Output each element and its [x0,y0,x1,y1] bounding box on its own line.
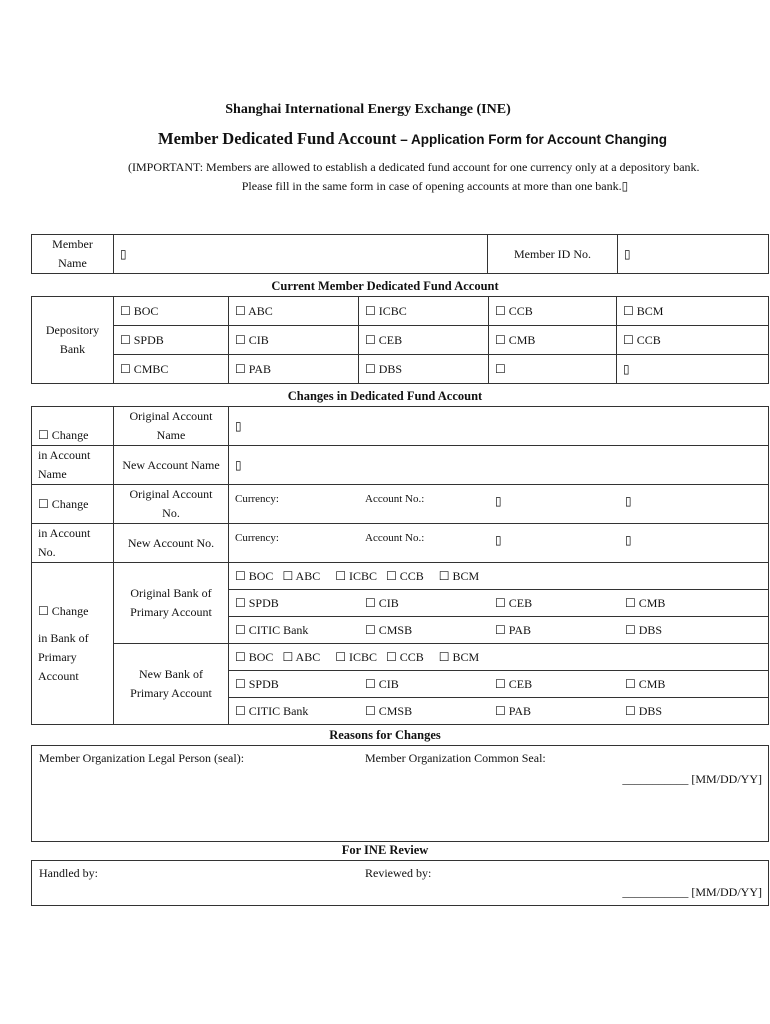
bank-checkbox[interactable]: ☐ BCM [438,649,480,664]
bank-checkbox[interactable]: ☐ CITIC Bank [235,703,309,718]
new-account-no-label: New Account No. [114,524,229,563]
bank-checkbox[interactable]: ☐ CMB [489,326,617,355]
new-bank-row [229,671,769,698]
bank-checkbox[interactable]: ☐ DBS [359,355,489,384]
change-account-no-label: in Account No. [32,524,114,563]
currency-label: Currency: [235,531,279,544]
reasons-date-field[interactable]: ___________ [MM/DD/YY] [622,772,762,786]
bank-checkbox[interactable]: ☐ BCM [617,297,769,326]
bank-checkbox[interactable]: ☐ BOC [235,568,274,583]
bank-checkbox[interactable]: ☐ ABC [282,649,321,664]
change-account-no-checkbox[interactable]: ☐ Change [32,485,114,524]
original-bank-row [229,563,769,590]
bank-checkbox[interactable]: ☐ ICBC [359,297,489,326]
bank-checkbox[interactable]: ☐ SPDB [114,326,229,355]
currency-label: Currency: [235,492,279,505]
bank-checkbox[interactable]: ☐ CCB [385,568,424,583]
bank-checkbox[interactable]: ☐ CIB [229,326,359,355]
bank-checkbox[interactable]: ☐ CIB [365,595,399,610]
bank-checkbox[interactable]: ☐ BOC [235,649,274,664]
member-id-field[interactable]: ▯ [618,235,769,274]
exchange-name: Shanghai International Energy Exchange (INE) [225,102,511,117]
bank-checkbox[interactable]: ☐ CMB [625,595,666,610]
mark-icon: ▯ [495,494,502,508]
original-bank-row [229,590,769,617]
bank-checkbox[interactable]: ☐ CCB [385,649,424,664]
original-bank-row [229,617,769,644]
mark-icon: ▯ [495,533,502,547]
bank-checkbox[interactable]: ☐ CMBC [114,355,229,384]
common-seal-label: Member Organization Common Seal: [365,751,546,765]
change-bank-cell [32,563,114,725]
review-title: For INE Review [341,843,429,857]
form-title-sub: – Application Form for Account Changing [396,132,667,147]
new-account-name-label: New Account Name [114,446,229,485]
current-account-title: Current Member Dedicated Fund Account [271,279,499,293]
original-bank-label: Original Bank of Primary Account [114,563,229,644]
bank-checkbox[interactable]: ☐ BCM [438,568,480,583]
form-title-main: Member Dedicated Fund Account [158,129,397,148]
bank-checkbox[interactable]: ☐ CMB [625,676,666,691]
change-name-label: in Account Name [32,446,114,485]
bank-checkbox[interactable]: ☐ CEB [495,676,533,691]
reasons-box[interactable] [31,745,769,842]
depository-bank-label: Depository Bank [32,297,114,384]
bank-checkbox[interactable]: ☐ SPDB [235,676,279,691]
change-bank-label: in Bank of Primary Account [38,630,89,683]
bank-checkbox[interactable]: ☐ CMSB [365,622,413,637]
bank-checkbox[interactable]: ☐ ICBC [335,649,377,664]
bank-checkbox[interactable]: ☐ CITIC Bank [235,622,309,637]
important-note-line1: (IMPORTANT: Members are allowed to establish a dedicated fund account for one currency only at a depository bank. [128,160,700,174]
account-no-label: Account No.: [365,531,425,544]
bank-checkbox[interactable]: ☐ DBS [625,703,663,718]
reasons-title: Reasons for Changes [329,728,441,742]
bank-checkbox[interactable]: ▯ [617,355,769,384]
mark-icon: ▯ [625,494,632,508]
original-account-name-field[interactable]: ▯ [229,407,769,446]
member-name-field[interactable]: ▯ [114,235,488,274]
bank-checkbox[interactable]: ☐ BOC [114,297,229,326]
bank-checkbox[interactable]: ☐ ABC [229,297,359,326]
member-id-label: Member ID No. [488,235,618,274]
bank-checkbox[interactable]: ☐ CCB [489,297,617,326]
changes-title: Changes in Dedicated Fund Account [287,389,483,403]
member-table [31,234,769,274]
change-bank-checkbox[interactable]: ☐ Change [38,603,89,618]
original-account-name-label: Original Account Name [114,407,229,446]
bank-checkbox[interactable]: ☐ PAB [495,703,531,718]
changes-table [31,406,769,725]
bank-checkbox[interactable]: ☐ PAB [495,622,531,637]
bank-checkbox[interactable]: ☐ ABC [282,568,321,583]
bank-checkbox[interactable]: ☐ CMSB [365,703,413,718]
mark-icon: ▯ [625,533,632,547]
bank-checkbox[interactable]: ☐ ICBC [335,568,377,583]
bank-checkbox[interactable]: ☐ DBS [625,622,663,637]
bank-checkbox[interactable]: ☐ CIB [365,676,399,691]
legal-person-seal-label: Member Organization Legal Person (seal): [39,751,245,765]
member-name-label: Member Name [32,235,114,274]
new-account-no-field[interactable] [229,524,769,563]
review-date-field[interactable]: ___________ [MM/DD/YY] [622,885,762,899]
reviewed-by-label: Reviewed by: [365,866,432,880]
new-bank-row [229,644,769,671]
bank-checkbox[interactable]: ☐ CEB [359,326,489,355]
current-account-table [31,296,769,384]
bank-checkbox[interactable]: ☐ SPDB [235,595,279,610]
bank-checkbox[interactable]: ☐ CCB [617,326,769,355]
review-box[interactable] [31,860,769,906]
new-bank-label: New Bank of Primary Account [114,644,229,725]
new-account-name-field[interactable]: ▯ [229,446,769,485]
original-account-no-label: Original Account No. [114,485,229,524]
account-no-label: Account No.: [365,492,425,505]
form-title [0,129,770,149]
bank-checkbox[interactable]: ☐ [489,355,617,384]
bank-checkbox[interactable]: ☐ CEB [495,595,533,610]
change-name-checkbox[interactable]: ☐ Change [32,407,114,446]
handled-by-label: Handled by: [39,866,98,880]
new-bank-row [229,698,769,725]
bank-checkbox[interactable]: ☐ PAB [229,355,359,384]
original-account-no-field[interactable] [229,485,769,524]
important-note-line2: Please fill in the same form in case of opening accounts at more than one bank.▯ [241,179,629,193]
